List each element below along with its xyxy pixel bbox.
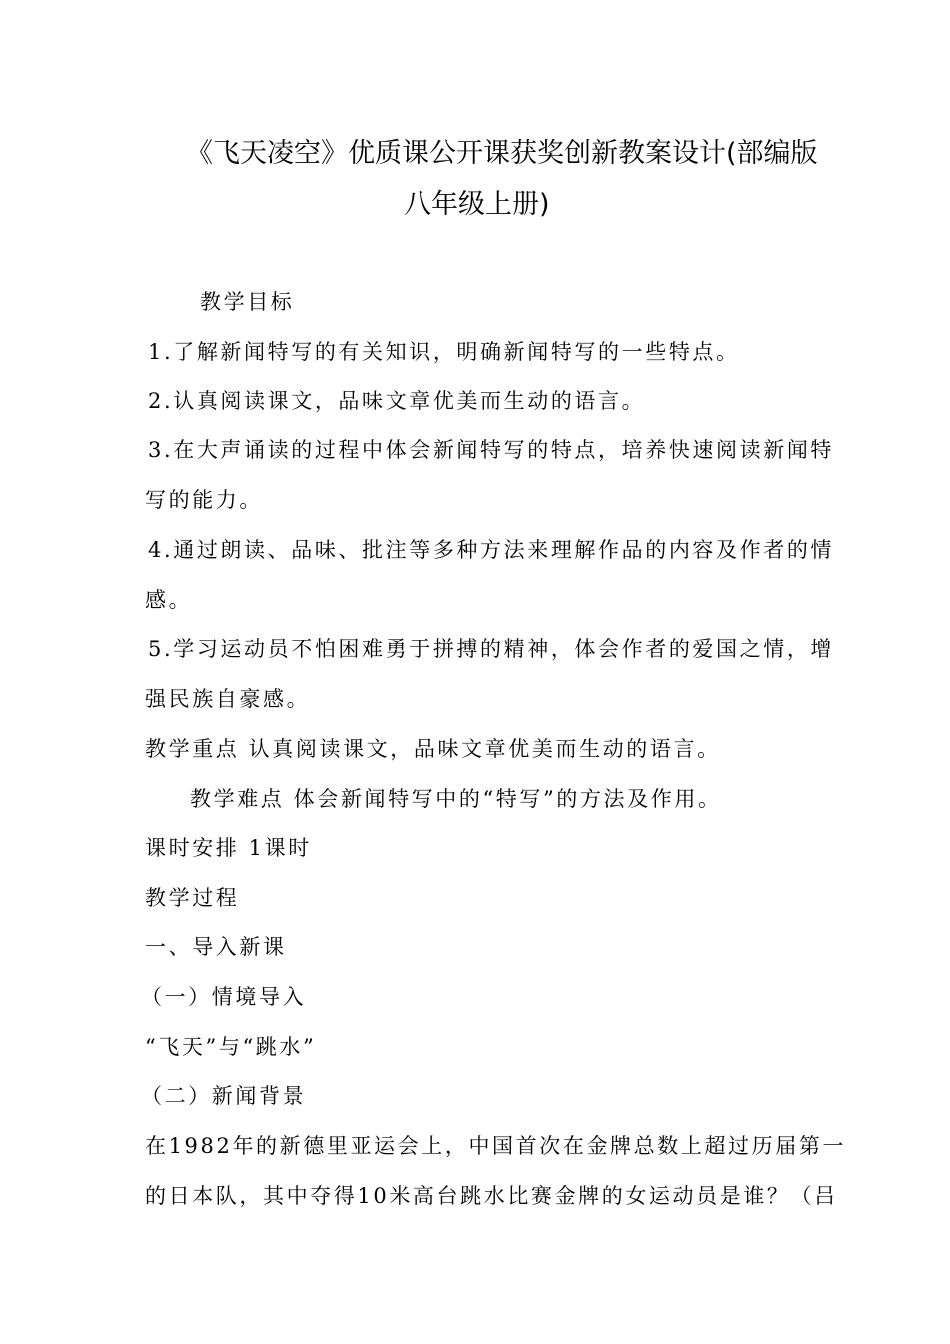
objective-item-5-line-1: 5.学习运动员不怕困难勇于拼搏的精神，体会作者的爱国之情，增 xyxy=(148,637,835,661)
key-point: 教学重点 认真阅读课文，品味文章优美而生动的语言。 xyxy=(145,737,721,761)
objectives-heading: 教学目标 xyxy=(200,290,295,314)
objective-item-5-line-2: 强民族自豪感。 xyxy=(145,687,311,711)
objective-item-1: 1.了解新闻特写的有关知识，明确新闻特写的一些特点。 xyxy=(148,340,740,364)
background-paragraph-line-2: 的日本队，其中夺得10米高台跳水比赛金牌的女运动员是谁？（吕 xyxy=(145,1184,838,1208)
subsection-heading-1: （一）情境导入 xyxy=(141,985,307,1009)
subsection-heading-2: （二）新闻背景 xyxy=(141,1084,307,1108)
document-title-line-2: 八年级上册) xyxy=(404,189,550,220)
objective-item-2: 2.认真阅读课文，品味文章优美而生动的语言。 xyxy=(148,389,646,413)
difficulty: 教学难点 体会新闻特写中的“特写”的方法及作用。 xyxy=(190,787,722,811)
schedule: 课时安排 1课时 xyxy=(145,836,312,860)
objective-item-3-line-1: 3.在大声诵读的过程中体会新闻特写的特点，培养快速阅读新闻特 xyxy=(148,438,835,462)
background-paragraph-line-1: 在1982年的新德里亚运会上，中国首次在金牌总数上超过历届第一 xyxy=(145,1134,847,1158)
subsection-1-text: “飞天”与“跳水” xyxy=(145,1035,317,1059)
objective-item-4-line-2: 感。 xyxy=(145,588,193,612)
process-heading: 教学过程 xyxy=(145,886,240,910)
document-title-line-1: 《飞天凌空》优质课公开课获奖创新教案设计(部编版 xyxy=(186,138,818,169)
objective-item-4-line-1: 4.通过朗读、品味、批注等多种方法来理解作品的内容及作者的情 xyxy=(148,538,835,562)
objective-item-3-line-2: 写的能力。 xyxy=(145,488,263,512)
section-heading-1: 一、导入新课 xyxy=(145,935,287,959)
